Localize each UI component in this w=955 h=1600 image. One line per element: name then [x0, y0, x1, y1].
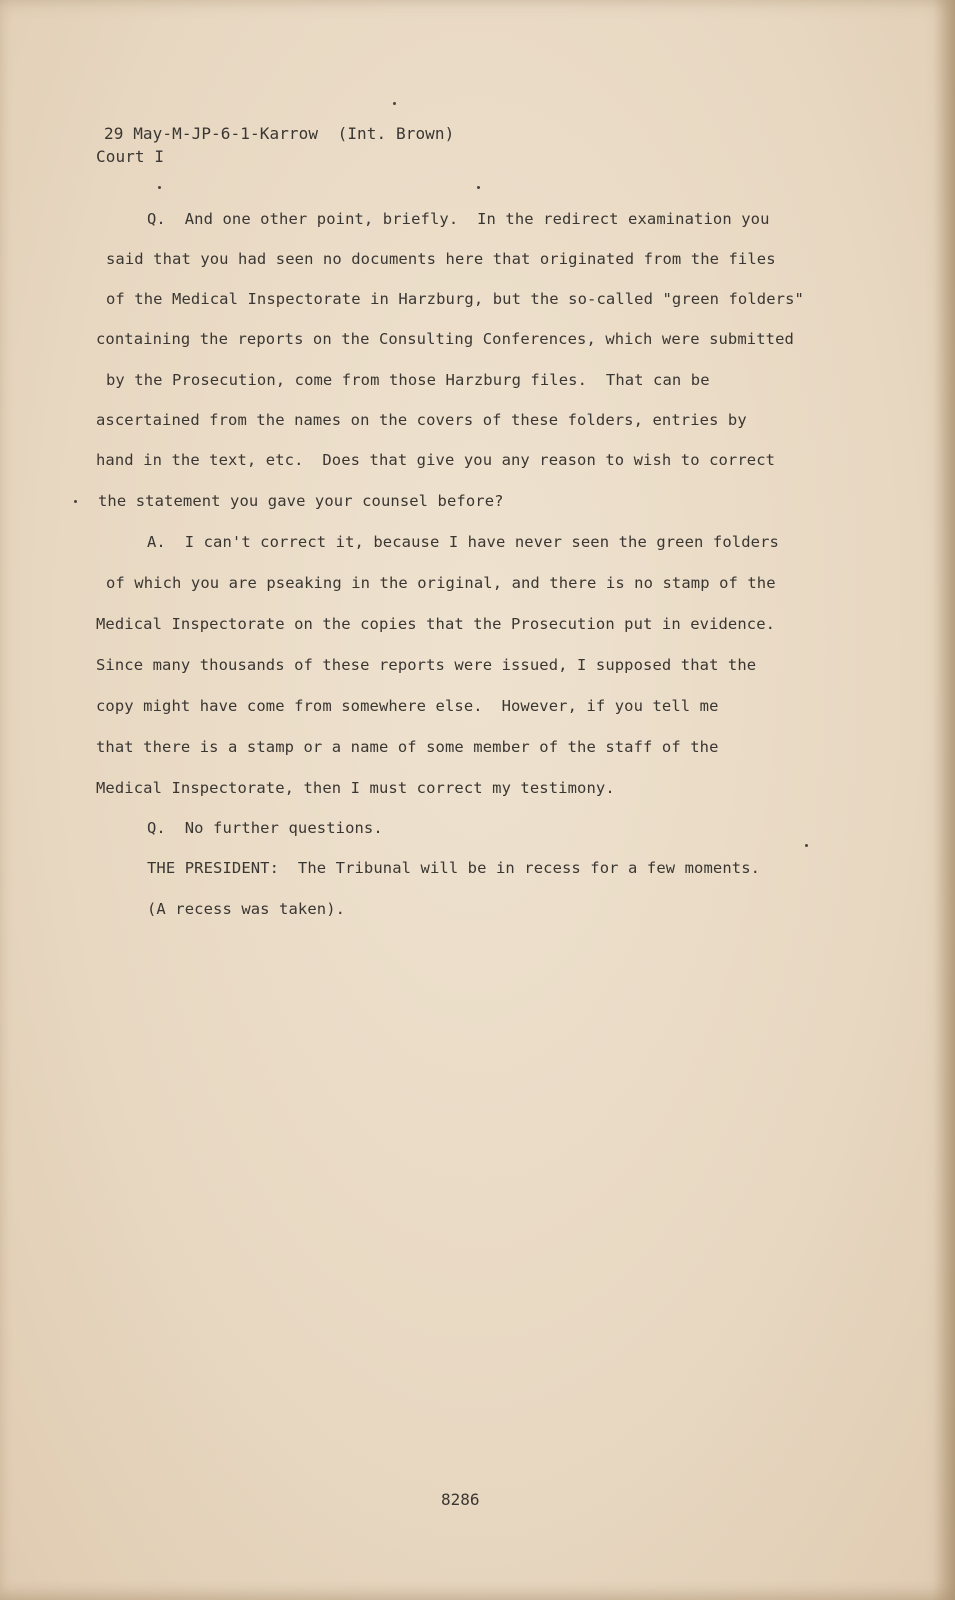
text-line-16: Q. No further questions. — [147, 819, 383, 837]
text-line-1: Q. And one other point, briefly. In the redirect examination you — [147, 210, 770, 228]
text-line-7: hand in the text, etc. Does that give you any reason to wish to correct — [96, 451, 776, 469]
text-line-14: that there is a stamp or a name of some member of the staff of the — [96, 738, 719, 756]
ink-speck — [477, 186, 480, 189]
text-line-9: A. I can't correct it, because I have never seen the green folders — [147, 533, 779, 551]
ink-speck — [805, 844, 808, 847]
text-line-15: Medical Inspectorate, then I must correct my testimony. — [96, 779, 615, 797]
page-number: 8286 — [441, 1490, 480, 1509]
header-court-line: Court I — [96, 147, 165, 166]
text-line-10: of which you are pseaking in the original, and there is no stamp of the — [106, 574, 776, 592]
text-line-13: copy might have come from somewhere else. However, if you tell me — [96, 697, 719, 715]
text-line-8: the statement you gave your counsel before? — [98, 492, 504, 510]
text-line-12: Since many thousands of these reports were issued, I supposed that the — [96, 656, 757, 674]
text-line-4: containing the reports on the Consulting Conferences, which were submitted — [96, 330, 794, 348]
text-line-6: ascertained from the names on the covers of these folders, entries by — [96, 411, 747, 429]
text-line-3: of the Medical Inspectorate in Harzburg, but the so-called "green folders" — [106, 290, 804, 308]
text-line-5: by the Prosecution, come from those Harzburg files. That can be — [106, 371, 710, 389]
header-case-line: 29 May-M-JP-6-1-Karrow (Int. Brown) — [104, 124, 455, 143]
page-edge-shadow — [933, 0, 955, 1600]
ink-speck — [393, 102, 396, 105]
text-line-11: Medical Inspectorate on the copies that the Prosecution put in evidence. — [96, 615, 776, 633]
ink-speck — [158, 186, 161, 189]
ink-speck — [74, 500, 77, 503]
text-line-2: said that you had seen no documents here that originated from the files — [106, 250, 776, 268]
text-line-18: (A recess was taken). — [147, 900, 346, 918]
text-line-17: THE PRESIDENT: The Tribunal will be in recess for a few moments. — [147, 859, 761, 877]
